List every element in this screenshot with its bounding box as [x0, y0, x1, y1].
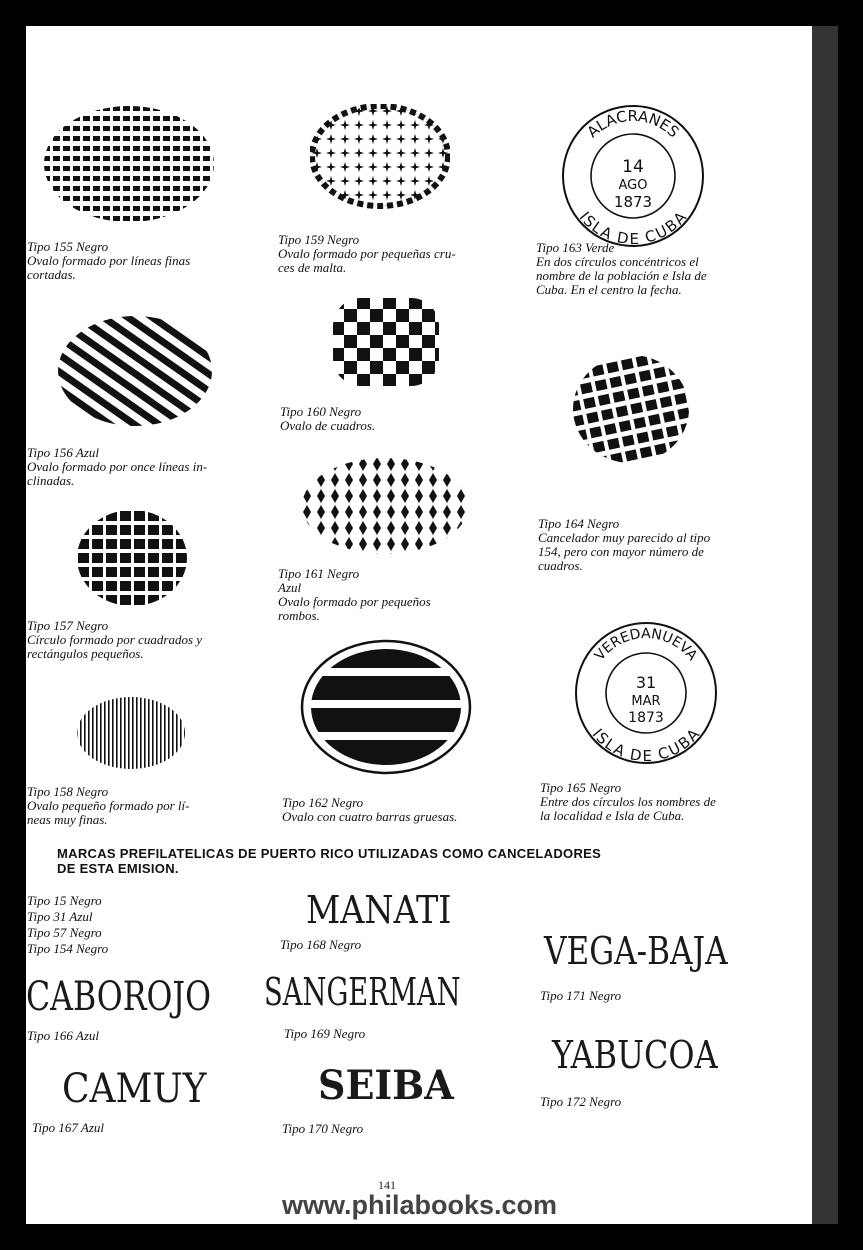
svg-text:VEREDANUEVA: [592, 626, 701, 664]
caption-169: Tipo 169 Negro: [284, 1026, 366, 1041]
town-caborojo: CABOROJO: [26, 974, 211, 1020]
cancel-164-icon: [572, 354, 690, 464]
cancel-158-icon: [76, 696, 186, 771]
caption-172: Tipo 172 Negro: [540, 1094, 622, 1109]
section-heading: MARCAS PREFILATELICAS DE PUERTO RICO UTILIZADAS COMO CANCELADORES DE ESTA EMISION.: [57, 846, 602, 876]
town-seiba: SEIBA: [318, 1062, 454, 1109]
town-camuy: CAMUY: [62, 1066, 207, 1112]
town-vegabaja: VEGA-BAJA: [544, 929, 728, 973]
page-number: 141: [378, 1178, 396, 1192]
caption-165: Tipo 165 Negro Entre dos círculos los nombres de la localidad e Isla de Cuba.: [540, 780, 716, 823]
cancel-159-icon: [310, 104, 450, 209]
postmark-165: [571, 621, 721, 766]
caption-157: Tipo 157 Negro Círculo formado por cuadrados y rectángulos pequeños.: [27, 618, 203, 661]
cancel-160-icon: [331, 296, 441, 388]
cancel-161-icon: [300, 456, 470, 556]
postmark-165-year: 1873: [628, 710, 664, 726]
town-manati: MANATI: [306, 888, 452, 932]
caption-170: Tipo 170 Negro: [282, 1121, 364, 1136]
postmark-165-town: VEREDANUEVA: [591, 626, 701, 664]
book-page: [26, 26, 838, 1224]
cancel-156-icon: [56, 314, 214, 429]
caption-158: Tipo 158 Negro Ovalo pequeño formado por lí- neas muy finas.: [27, 784, 190, 827]
caption-167: Tipo 167 Azul: [32, 1120, 105, 1135]
town-sangerman: SANGERMAN: [264, 970, 461, 1014]
svg-text:ISLA DE CUBA: [589, 725, 704, 765]
postmark-165-day: 31: [635, 673, 657, 692]
caption-166: Tipo 166 Azul: [27, 1028, 100, 1043]
caption-168: Tipo 168 Negro: [280, 937, 362, 952]
caption-160: Tipo 160 Negro Ovalo de cuadros.: [280, 404, 376, 433]
cancel-157-icon: [76, 509, 188, 607]
watermark: www.philabooks.com: [282, 1190, 558, 1220]
postmark-163-day: 14: [622, 157, 644, 177]
caption-161: Tipo 161 Negro Azul Ovalo formado por pequeños rombos.: [278, 566, 431, 623]
types-list: Tipo 15 Negro Tipo 31 Azul Tipo 57 Negro Tipo 154 Negro: [27, 893, 109, 956]
caption-163: Tipo 163 Verde En dos círculos concéntricos el nombre de la población e Isla de Cuba. En el centro la fecha.: [536, 240, 707, 297]
cancel-155-icon: [42, 104, 217, 224]
caption-162: Tipo 162 Negro Ovalo con cuatro barras gruesas.: [282, 795, 458, 824]
postmark-165-country: ISLA DE CUBA: [588, 725, 704, 766]
postmark-163: [558, 104, 708, 249]
cancel-162-icon: [300, 639, 472, 775]
postmark-163-town: ALACRANES: [583, 106, 683, 142]
caption-164: Tipo 164 Negro Cancelador muy parecido al tipo 154, pero con mayor número de cuadros.: [538, 516, 711, 573]
postmark-165-month: MAR: [631, 694, 661, 709]
caption-155: Tipo 155 Negro Ovalo formado por líneas finas cortadas.: [27, 239, 191, 282]
postmark-163-year: 1873: [613, 193, 653, 211]
caption-159: Tipo 159 Negro Ovalo formado por pequeñas cru- ces de malta.: [278, 232, 456, 275]
postmark-163-month: AGO: [618, 178, 648, 193]
town-yabucoa: YABUCOA: [552, 1033, 718, 1077]
caption-156: Tipo 156 Azul Ovalo formado por once líneas in- clinadas.: [27, 445, 208, 488]
caption-171: Tipo 171 Negro: [540, 988, 622, 1003]
postmark-163-country: ISLA DE CUBA: [575, 208, 691, 249]
svg-text:ALACRANES: [583, 107, 682, 141]
page-binding-edge: [812, 26, 838, 1224]
